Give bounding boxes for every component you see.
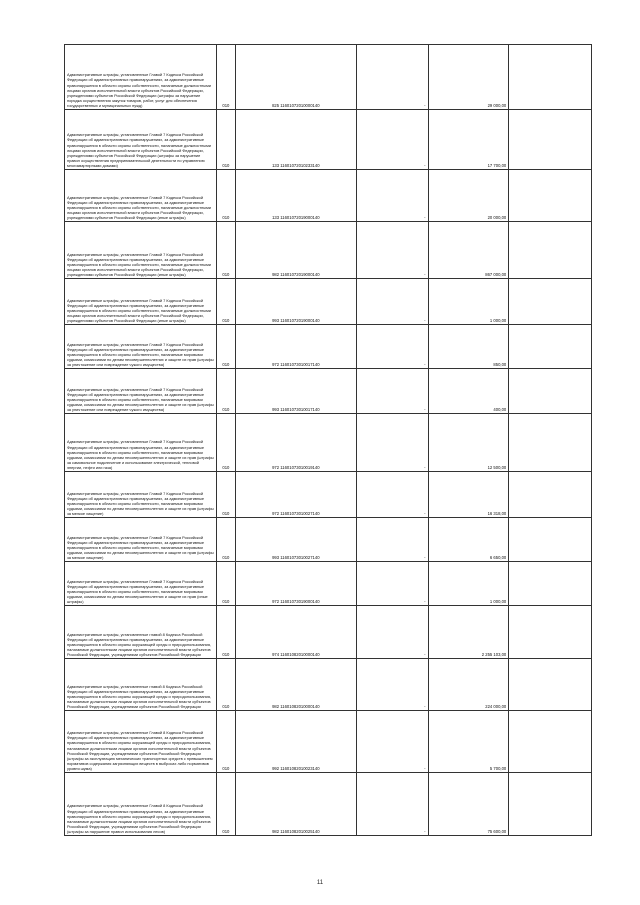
line-code: 010 — [222, 555, 230, 560]
line-code: 010 — [222, 318, 230, 323]
line-code: 010 — [222, 511, 230, 516]
line-code: 010 — [222, 163, 230, 168]
line-code-cell — [217, 562, 235, 606]
approved-amount-cell — [357, 279, 428, 325]
table-row — [65, 472, 592, 518]
revenue-name-cell — [65, 659, 217, 711]
executed-amount-cell — [428, 110, 509, 170]
approved-amount: - — [424, 163, 426, 168]
revenue-name: Административные штрафы, установленные Главой 8 Кодекса Российской Федерации об административных правонарушениях, за административные правонарушения в области охраны окружающей среды и природопользования, налагаемые должностными лицами органов исполнительной власти субъектов Российской Федерации, учреждениями субъектов Российской Федерации (штрафы за нарушение правил использования лесов) — [67, 803, 212, 834]
revenue-name-cell — [65, 562, 217, 606]
revenue-table-body — [65, 45, 592, 836]
unexecuted-amount-cell — [509, 773, 592, 836]
executed-amount: 1 000,00 — [489, 599, 507, 604]
approved-amount-cell — [357, 606, 428, 659]
executed-amount: 2 255 103,00 — [481, 652, 507, 657]
revenue-name: Административные штрафы, установленные Главой 7 Кодекса Российской Федерации об административных правонарушениях, за административные правонарушения в области охраны собственности, налагаемые должностными лицами органов исполнительной власти субъектов Российской Федерации, учреждениями субъектов Российской Федерации (иные штрафы) — [67, 194, 211, 220]
approved-amount: - — [424, 362, 426, 367]
unexecuted-amount-cell — [509, 325, 592, 369]
income-classification-code: 993 11601072019000140 — [272, 318, 320, 323]
executed-amount-cell — [428, 279, 509, 325]
approved-amount-cell — [357, 45, 428, 110]
line-code-cell — [217, 773, 235, 836]
income-classification-code-cell — [235, 773, 357, 836]
approved-amount-cell — [357, 518, 428, 562]
line-code-cell — [217, 659, 235, 711]
approved-amount-cell — [357, 562, 428, 606]
revenue-name-cell — [65, 110, 217, 170]
income-classification-code-cell — [235, 110, 357, 170]
executed-amount: 5 700,00 — [489, 766, 507, 771]
income-classification-code: 993 11601073010027140 — [272, 555, 320, 560]
unexecuted-amount-cell — [509, 659, 592, 711]
approved-amount: - — [424, 215, 426, 220]
income-classification-code: 982 11601082010000140 — [272, 704, 320, 709]
approved-amount: - — [424, 407, 426, 412]
revenue-name-cell — [65, 222, 217, 279]
executed-amount-cell — [428, 518, 509, 562]
line-code-cell — [217, 45, 235, 110]
revenue-name: Административные штрафы, установленные Главой 7 Кодекса Российской Федерации об административных правонарушениях, за административные правонарушения в области охраны собственности, налагаемые должностными лицами органов исполнительной власти субъектов Российской Федерации, учреждениями субъектов Российской Федерации (штрафы за нарушение правил осуществления предпринимательской деятельности по управлению многоквартирными домами) — [67, 132, 211, 168]
executed-amount: 16 318,00 — [487, 511, 507, 516]
executed-amount-cell — [428, 659, 509, 711]
line-code-cell — [217, 518, 235, 562]
unexecuted-amount-cell — [509, 369, 592, 414]
approved-amount: - — [424, 555, 426, 560]
approved-amount: - — [424, 599, 426, 604]
revenue-name-cell — [65, 711, 217, 773]
approved-amount-cell — [357, 222, 428, 279]
income-classification-code: 982 11601082010025140 — [272, 829, 320, 834]
line-code: 010 — [222, 465, 230, 470]
line-code-cell — [217, 279, 235, 325]
executed-amount-cell — [428, 222, 509, 279]
income-classification-code: 133 11601072019000140 — [272, 215, 320, 220]
line-code-cell — [217, 414, 235, 472]
approved-amount: - — [424, 829, 426, 834]
income-classification-code: 133 11601072010233140 — [272, 163, 320, 168]
table-row — [65, 222, 592, 279]
unexecuted-amount-cell — [509, 170, 592, 222]
income-classification-code: 972 11601073010019140 — [272, 465, 320, 470]
line-code: 010 — [222, 407, 230, 412]
executed-amount-cell — [428, 562, 509, 606]
executed-amount: 867 000,00 — [485, 272, 507, 277]
revenue-name-cell — [65, 414, 217, 472]
revenue-name: Административные штрафы, установленные главой 8 Кодекса Российской Федерации об административных правонарушениях, за административные правонарушения в области охраны окружающей среды и природопользования, налагаемые должностными лицами органов исполнительной власти субъектов Российской Федерации, учреждениями субъектов Российской Федерации — [67, 683, 212, 709]
revenue-name-cell — [65, 170, 217, 222]
income-classification-code-cell — [235, 222, 357, 279]
revenue-name: Административные штрафы, установленные Главой 7 Кодекса Российской Федерации об административных правонарушениях, за административные правонарушения в области охраны собственности, налагаемые должностными лицами органов исполнительной власти субъектов Российской Федерации, учреждениями субъектов Российской Федерации (штрафы за нарушение порядка осуществления закупок товаров, работ, услуг для обеспечения государственных и муниципальных нужд) — [67, 72, 211, 108]
income-classification-code-cell — [235, 606, 357, 659]
table-row — [65, 659, 592, 711]
unexecuted-amount-cell — [509, 110, 592, 170]
approved-amount: - — [424, 272, 426, 277]
line-code: 010 — [222, 599, 230, 604]
unexecuted-amount-cell — [509, 279, 592, 325]
income-classification-code: 993 11601073010017140 — [272, 407, 320, 412]
income-classification-code-cell — [235, 369, 357, 414]
table-row — [65, 110, 592, 170]
approved-amount: - — [424, 103, 426, 108]
approved-amount-cell — [357, 773, 428, 836]
revenue-name: Административные штрафы, установленные Главой 7 Кодекса Российской Федерации об административных правонарушениях, за административные правонарушения в области охраны собственности, налагаемые мировыми судьями, комиссиями по делам несовершеннолетних и защите их прав (штрафы за самовольное подключение и использование электрической, тепловой энергии, нефти или газа) — [67, 439, 214, 470]
revenue-name-cell — [65, 606, 217, 659]
revenue-name: Административные штрафы, установленные Главой 7 Кодекса Российской Федерации об административных правонарушениях, за административные правонарушения в области охраны собственности, налагаемые должностными лицами органов исполнительной власти субъектов Российской Федерации, учреждениями субъектов Российской Федерации (иные штрафы) — [67, 251, 211, 277]
income-classification-code-cell — [235, 325, 357, 369]
executed-amount-cell — [428, 472, 509, 518]
income-classification-code: 972 11601073010017140 — [272, 362, 320, 367]
table-row — [65, 170, 592, 222]
line-code: 010 — [222, 704, 230, 709]
income-classification-code-cell — [235, 472, 357, 518]
revenue-name-cell — [65, 518, 217, 562]
income-classification-code: 992 11601082010023140 — [272, 766, 320, 771]
approved-amount-cell — [357, 711, 428, 773]
executed-amount: 12 500,00 — [487, 465, 507, 470]
revenue-name-cell — [65, 279, 217, 325]
approved-amount: - — [424, 511, 426, 516]
unexecuted-amount-cell — [509, 222, 592, 279]
revenue-table — [64, 44, 592, 836]
approved-amount: - — [424, 318, 426, 323]
revenue-name-cell — [65, 45, 217, 110]
table-row — [65, 369, 592, 414]
line-code-cell — [217, 170, 235, 222]
executed-amount: 400,00 — [493, 407, 507, 412]
table-row — [65, 773, 592, 836]
executed-amount: 6 650,00 — [489, 555, 507, 560]
revenue-name: Административные штрафы, установленные Главой 7 Кодекса Российской Федерации об административных правонарушениях, за административные правонарушения в области охраны собственности, налагаемые мировыми судьями, комиссиями по делам несовершеннолетних и защите их прав (штрафы за мелкое хищение) — [67, 490, 214, 516]
income-classification-code-cell — [235, 45, 357, 110]
income-classification-code-cell — [235, 279, 357, 325]
executed-amount-cell — [428, 45, 509, 110]
executed-amount-cell — [428, 711, 509, 773]
executed-amount: 17 700,00 — [487, 163, 507, 168]
income-classification-code-cell — [235, 170, 357, 222]
income-classification-code: 825 11601072010000140 — [272, 103, 320, 108]
approved-amount-cell — [357, 110, 428, 170]
revenue-name: Административные штрафы, установленные главой 8 Кодекса Российской Федерации об административных правонарушениях, за административные правонарушения в области охраны окружающей среды и природопользования, налагаемые должностными лицами органов исполнительной власти субъектов Российской Федерации, учреждениями субъектов Российской Федерации — [67, 631, 212, 657]
unexecuted-amount-cell — [509, 711, 592, 773]
executed-amount-cell — [428, 606, 509, 659]
revenue-name: Административные штрафы, установленные Главой 7 Кодекса Российской Федерации об административных правонарушениях, за административные правонарушения в области охраны собственности, налагаемые мировыми судьями, комиссиями по делам несовершеннолетних и защите их прав (штрафы за мелкое хищение) — [67, 534, 214, 560]
line-code-cell — [217, 110, 235, 170]
executed-amount: 29 000,00 — [487, 103, 507, 108]
line-code: 010 — [222, 362, 230, 367]
line-code: 010 — [222, 829, 230, 834]
approved-amount-cell — [357, 325, 428, 369]
table-row — [65, 45, 592, 110]
unexecuted-amount-cell — [509, 518, 592, 562]
executed-amount: 224 000,00 — [485, 704, 507, 709]
income-classification-code-cell — [235, 711, 357, 773]
line-code: 010 — [222, 215, 230, 220]
table-row — [65, 279, 592, 325]
revenue-name: Административные штрафы, установленные Главой 7 Кодекса Российской Федерации об административных правонарушениях, за административные правонарушения в области охраны собственности, налагаемые должностными лицами органов исполнительной власти субъектов Российской Федерации, учреждениями субъектов Российской Федерации (иные штрафы) — [67, 297, 211, 323]
line-code: 010 — [222, 103, 230, 108]
executed-amount-cell — [428, 773, 509, 836]
income-classification-code: 974 11601082010000140 — [272, 652, 320, 657]
approved-amount: - — [424, 465, 426, 470]
line-code-cell — [217, 325, 235, 369]
executed-amount: 20 000,00 — [487, 215, 507, 220]
unexecuted-amount-cell — [509, 45, 592, 110]
income-classification-code-cell — [235, 562, 357, 606]
revenue-name-cell — [65, 369, 217, 414]
income-classification-code: 982 11601072019000140 — [272, 272, 320, 277]
revenue-name-cell — [65, 773, 217, 836]
income-classification-code-cell — [235, 659, 357, 711]
line-code: 010 — [222, 766, 230, 771]
approved-amount-cell — [357, 472, 428, 518]
line-code: 010 — [222, 652, 230, 657]
unexecuted-amount-cell — [509, 414, 592, 472]
executed-amount: 1 000,00 — [489, 318, 507, 323]
approved-amount: - — [424, 704, 426, 709]
revenue-name-cell — [65, 325, 217, 369]
line-code: 010 — [222, 272, 230, 277]
approved-amount-cell — [357, 170, 428, 222]
table-row — [65, 711, 592, 773]
table-row — [65, 518, 592, 562]
income-classification-code-cell — [235, 414, 357, 472]
executed-amount: 850,00 — [493, 362, 507, 367]
revenue-name-cell — [65, 472, 217, 518]
line-code-cell — [217, 606, 235, 659]
executed-amount-cell — [428, 369, 509, 414]
unexecuted-amount-cell — [509, 606, 592, 659]
revenue-name: Административные штрафы, установленные Главой 8 Кодекса Российской Федерации об административных правонарушениях, за административные правонарушения в области охраны окружающей среды и природопользования, налагаемые должностными лицами органов исполнительной власти субъектов Российской Федерации, учреждениями субъектов Российской Федерации (штрафы за эксплуатацию механических транспортных средств с превышением нормативов содержания загрязняющих веществ в выбросах либо нормативов уровня шума) — [67, 730, 213, 771]
executed-amount-cell — [428, 170, 509, 222]
unexecuted-amount-cell — [509, 562, 592, 606]
line-code-cell — [217, 369, 235, 414]
income-classification-code: 972 11601073019000140 — [272, 599, 320, 604]
executed-amount: 75 600,00 — [487, 829, 507, 834]
approved-amount: - — [424, 766, 426, 771]
approved-amount: - — [424, 652, 426, 657]
revenue-name: Административные штрафы, установленные Главой 7 Кодекса Российской Федерации об административных правонарушениях, за административные правонарушения в области охраны собственности, налагаемые мировыми судьями, комиссиями по делам несовершеннолетних и защите их прав (штрафы за уничтожение или повреждение чужого имущества) — [67, 341, 214, 367]
page-number: 11 — [316, 880, 324, 886]
executed-amount-cell — [428, 325, 509, 369]
table-row — [65, 606, 592, 659]
income-classification-code: 972 11601073010027140 — [272, 511, 320, 516]
approved-amount-cell — [357, 369, 428, 414]
revenue-name: Административные штрафы, установленные Главой 7 Кодекса Российской Федерации об административных правонарушениях, за административные правонарушения в области охраны собственности, налагаемые мировыми судьями, комиссиями по делам несовершеннолетних и защите их прав (штрафы за уничтожение или повреждение чужого имущества) — [67, 386, 214, 412]
line-code-cell — [217, 711, 235, 773]
executed-amount-cell — [428, 414, 509, 472]
approved-amount-cell — [357, 414, 428, 472]
revenue-name: Административные штрафы, установленные Главой 7 Кодекса Российской Федерации об административных правонарушениях, за административные правонарушения в области охраны собственности, налагаемые мировыми судьями, комиссиями по делам несовершеннолетних и защите их прав (иные штрафы) — [67, 578, 208, 604]
table-row — [65, 562, 592, 606]
approved-amount-cell — [357, 659, 428, 711]
line-code-cell — [217, 222, 235, 279]
table-row — [65, 414, 592, 472]
income-classification-code-cell — [235, 518, 357, 562]
unexecuted-amount-cell — [509, 472, 592, 518]
table-row — [65, 325, 592, 369]
line-code-cell — [217, 472, 235, 518]
